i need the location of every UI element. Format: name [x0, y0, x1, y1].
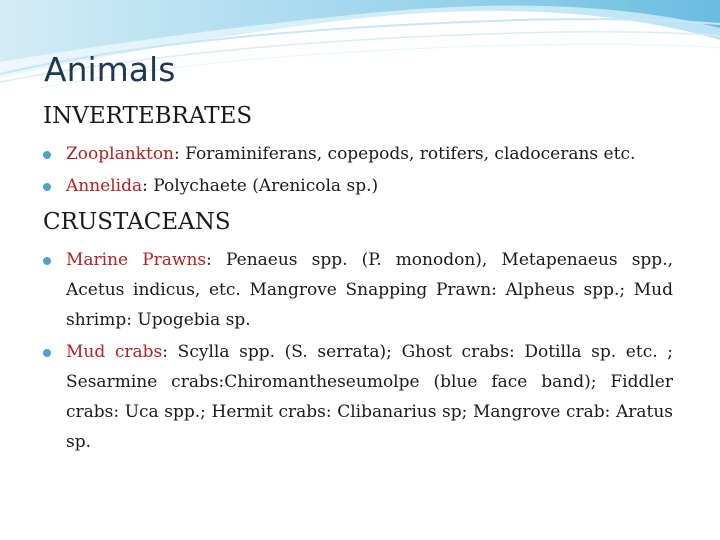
item-term: Mud crabs [66, 342, 163, 362]
item-text: : Polychaete (Arenicola sp.) [142, 176, 379, 196]
item-text: : Foraminiferans, copepods, rotifers, cladocerans etc. [174, 144, 636, 164]
item-term: Annelida [66, 176, 143, 196]
section-heading-crustaceans: CRUSTACEANS [43, 209, 231, 235]
section-heading-invertebrates: INVERTEBRATES [43, 103, 253, 129]
item-text: : Scylla spp. (S. serrata); Ghost crabs: Dotilla sp. etc. ; Sesarmine crabs:Chiromantheseumolpe (blue face band); Fiddler crabs: Uca spp.; Hermit crabs: Clibanarius sp; Mangrove crab: Aratus sp. [66, 342, 674, 452]
crustaceans-list [43, 245, 673, 457]
slide-title: Animals [44, 50, 176, 89]
list-item [43, 245, 673, 335]
list-item [43, 139, 673, 169]
bullet-icon [43, 183, 51, 191]
item-text: : Penaeus spp. (P. monodon), Metapenaeus spp., Acetus indicus, etc. Mangrove Snapping Prawn: Alpheus spp.; Mud shrimp: Upogebia sp. [66, 250, 673, 330]
list-item [43, 171, 673, 201]
item-term: Marine Prawns [66, 250, 207, 270]
bullet-icon [43, 151, 51, 159]
invertebrates-list [43, 139, 673, 201]
bullet-icon [43, 257, 51, 265]
bullet-icon [43, 349, 51, 357]
item-term: Zooplankton [66, 144, 175, 164]
slide-content [43, 101, 673, 457]
list-item [43, 337, 673, 457]
